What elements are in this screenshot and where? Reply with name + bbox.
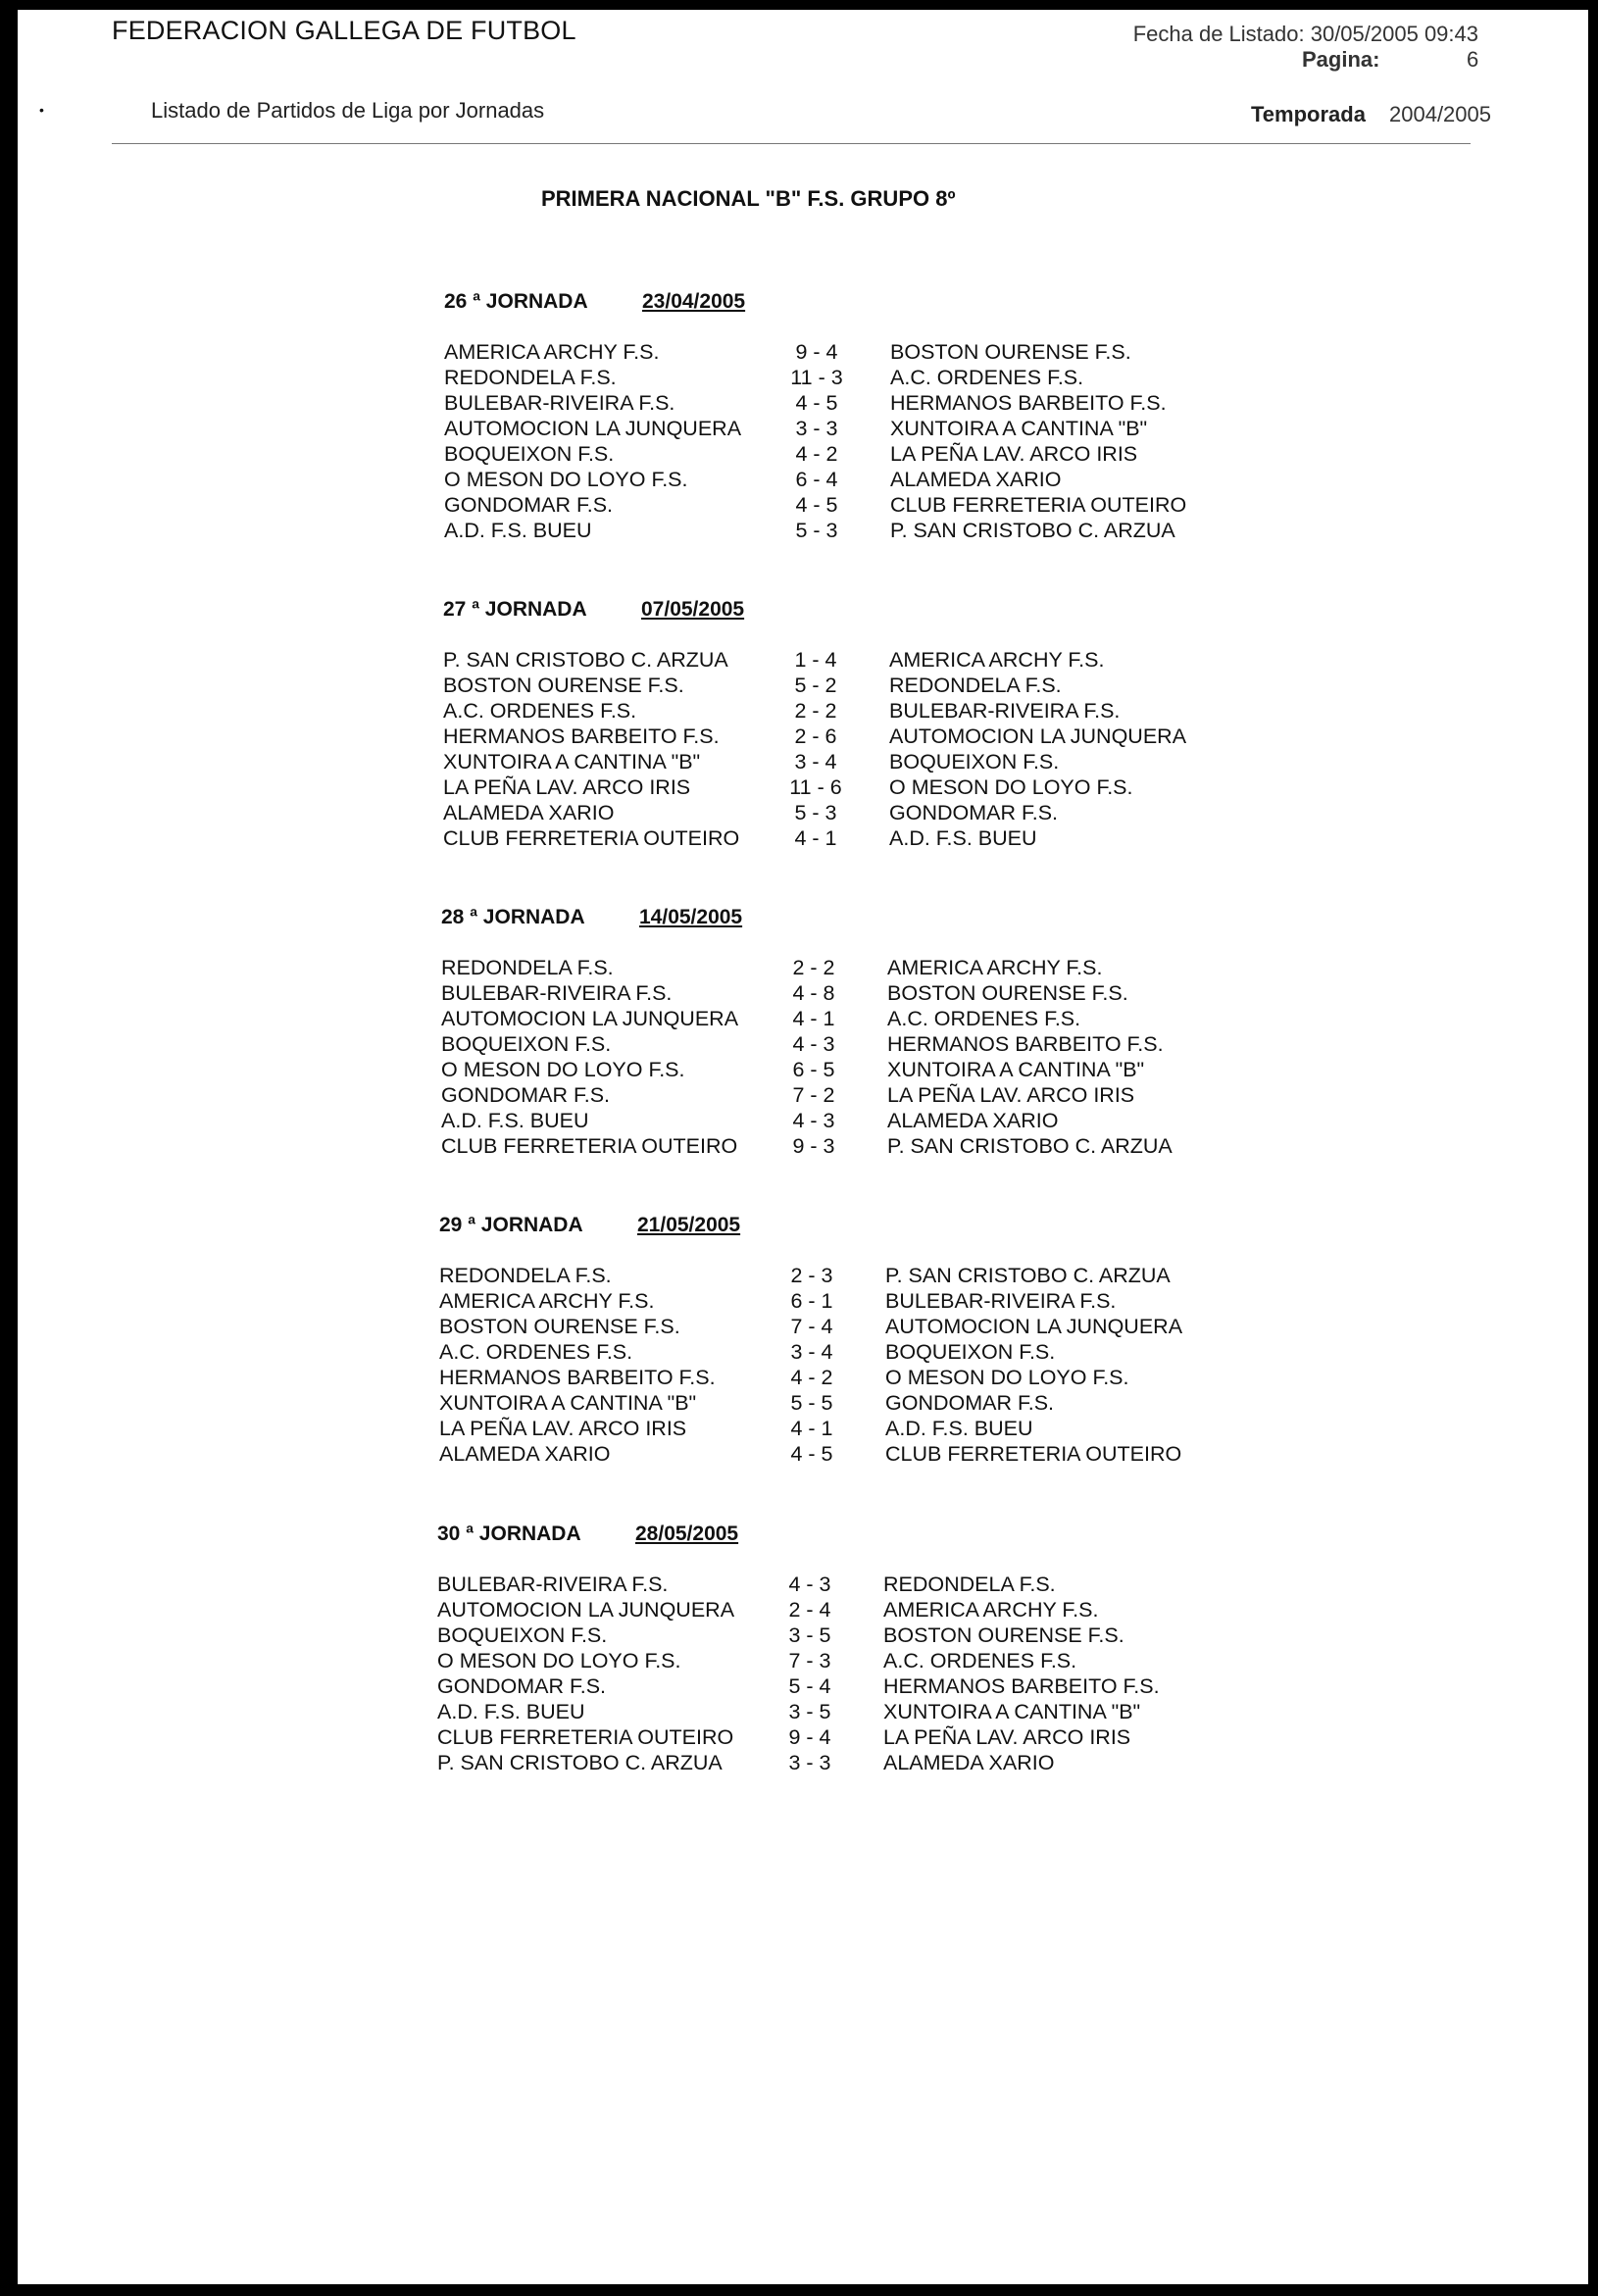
away-team: BOSTON OURENSE F.S. — [890, 340, 1131, 364]
match-score: 4 - 2 — [790, 1366, 833, 1389]
match-row — [443, 775, 1247, 801]
away-team: GONDOMAR F.S. — [885, 1391, 1055, 1415]
match-score: 5 - 5 — [790, 1391, 833, 1415]
match-row — [444, 493, 1248, 519]
match-row — [443, 826, 1247, 852]
list-title: Listado de Partidos de Liga por Jornadas — [151, 98, 545, 123]
match-score: 5 - 4 — [788, 1674, 831, 1698]
home-team: A.D. F.S. BUEU — [444, 519, 592, 542]
match-row — [443, 674, 1247, 699]
temporada-label: Temporada — [1251, 102, 1366, 126]
home-team: CLUB FERRETERIA OUTEIRO — [443, 826, 740, 850]
away-team: ALAMEDA XARIO — [890, 468, 1062, 491]
home-team: ALAMEDA XARIO — [443, 801, 615, 824]
match-score: 11 - 3 — [790, 366, 843, 389]
away-team: HERMANOS BARBEITO F.S. — [890, 391, 1167, 415]
match-score: 4 - 5 — [795, 493, 838, 517]
home-team: AMERICA ARCHY F.S. — [439, 1289, 655, 1313]
away-team: AMERICA ARCHY F.S. — [883, 1598, 1099, 1622]
match-row — [444, 340, 1248, 366]
match-score: 7 - 2 — [792, 1083, 835, 1107]
away-team: BOQUEIXON F.S. — [889, 750, 1060, 774]
away-team: GONDOMAR F.S. — [889, 801, 1059, 824]
match-score: 4 - 3 — [788, 1572, 831, 1596]
home-team: HERMANOS BARBEITO F.S. — [439, 1366, 716, 1389]
away-team: P. SAN CRISTOBO C. ARZUA — [887, 1134, 1173, 1158]
away-team: P. SAN CRISTOBO C. ARZUA — [890, 519, 1175, 542]
away-team: BULEBAR-RIVEIRA F.S. — [889, 699, 1121, 723]
away-team: BOQUEIXON F.S. — [885, 1340, 1056, 1364]
match-row — [439, 1315, 1243, 1340]
jornada-title: 29 ª JORNADA — [439, 1214, 583, 1236]
match-score: 4 - 8 — [792, 981, 835, 1005]
home-team: CLUB FERRETERIA OUTEIRO — [437, 1725, 734, 1749]
away-team: CLUB FERRETERIA OUTEIRO — [885, 1442, 1182, 1466]
jornada-title: 28 ª JORNADA — [441, 906, 585, 928]
home-team: AUTOMOCION LA JUNQUERA — [437, 1598, 735, 1622]
match-row — [437, 1674, 1241, 1700]
match-row — [437, 1598, 1241, 1623]
away-team: A.C. ORDENES F.S. — [890, 366, 1084, 389]
match-score: 9 - 4 — [788, 1725, 831, 1749]
match-score: 4 - 5 — [790, 1442, 833, 1466]
match-row — [439, 1264, 1243, 1289]
match-score: 6 - 5 — [792, 1058, 835, 1081]
away-team: AMERICA ARCHY F.S. — [889, 648, 1105, 672]
fecha-listado: Fecha de Listado: 30/05/2005 09:43 — [1132, 22, 1478, 46]
match-score: 9 - 4 — [795, 340, 838, 364]
away-team: LA PEÑA LAV. ARCO IRIS — [887, 1083, 1135, 1107]
home-team: GONDOMAR F.S. — [441, 1083, 611, 1107]
home-team: P. SAN CRISTOBO C. ARZUA — [443, 648, 728, 672]
home-team: BULEBAR-RIVEIRA F.S. — [444, 391, 675, 415]
match-row — [443, 750, 1247, 775]
match-score: 5 - 3 — [794, 801, 837, 824]
match-score: 6 - 1 — [790, 1289, 833, 1313]
match-score: 3 - 5 — [788, 1623, 831, 1647]
home-team: CLUB FERRETERIA OUTEIRO — [441, 1134, 738, 1158]
home-team: AUTOMOCION LA JUNQUERA — [441, 1007, 739, 1030]
jornada-date: 28/05/2005 — [635, 1522, 739, 1545]
away-team: A.C. ORDENES F.S. — [887, 1007, 1081, 1030]
match-score: 4 - 2 — [795, 442, 838, 466]
home-team: BULEBAR-RIVEIRA F.S. — [437, 1572, 669, 1596]
away-team: AUTOMOCION LA JUNQUERA — [889, 724, 1187, 748]
jornada-heading — [439, 1214, 740, 1237]
away-team: LA PEÑA LAV. ARCO IRIS — [890, 442, 1138, 466]
home-team: A.C. ORDENES F.S. — [443, 699, 637, 723]
match-row — [443, 801, 1247, 826]
match-row — [444, 468, 1248, 493]
match-score: 3 - 3 — [788, 1751, 831, 1774]
home-team: GONDOMAR F.S. — [437, 1674, 607, 1698]
away-team: XUNTOIRA A CANTINA "B" — [887, 1058, 1145, 1081]
match-score: 3 - 5 — [788, 1700, 831, 1723]
away-team: HERMANOS BARBEITO F.S. — [883, 1674, 1160, 1698]
match-score: 2 - 2 — [794, 699, 837, 723]
home-team: LA PEÑA LAV. ARCO IRIS — [443, 775, 691, 799]
away-team: O MESON DO LOYO F.S. — [889, 775, 1133, 799]
away-team: P. SAN CRISTOBO C. ARZUA — [885, 1264, 1171, 1287]
home-team: GONDOMAR F.S. — [444, 493, 614, 517]
home-team: P. SAN CRISTOBO C. ARZUA — [437, 1751, 723, 1774]
jornada-heading — [437, 1522, 738, 1546]
match-score: 5 - 3 — [795, 519, 838, 542]
temporada-value: 2004/2005 — [1389, 102, 1491, 126]
match-score: 1 - 4 — [794, 648, 837, 672]
match-score: 5 - 2 — [794, 674, 837, 697]
home-team: AMERICA ARCHY F.S. — [444, 340, 660, 364]
home-team: BULEBAR-RIVEIRA F.S. — [441, 981, 673, 1005]
match-row — [444, 366, 1248, 391]
scan-mark-icon: • — [39, 102, 44, 118]
home-team: AUTOMOCION LA JUNQUERA — [444, 417, 742, 440]
jornada-heading — [443, 598, 744, 622]
jornada-title: 30 ª JORNADA — [437, 1522, 581, 1545]
jornada-heading — [444, 290, 745, 314]
away-team: BULEBAR-RIVEIRA F.S. — [885, 1289, 1117, 1313]
home-team: O MESON DO LOYO F.S. — [444, 468, 688, 491]
match-score: 7 - 4 — [790, 1315, 833, 1338]
home-team: REDONDELA F.S. — [441, 956, 614, 979]
away-team: ALAMEDA XARIO — [887, 1109, 1059, 1132]
jornada-date: 21/05/2005 — [637, 1214, 741, 1236]
away-team: XUNTOIRA A CANTINA "B" — [890, 417, 1148, 440]
jornada-heading — [441, 906, 742, 929]
match-score: 6 - 4 — [795, 468, 838, 491]
match-score: 4 - 1 — [792, 1007, 835, 1030]
match-row — [439, 1391, 1243, 1417]
match-score: 4 - 1 — [790, 1417, 833, 1440]
match-row — [441, 1007, 1245, 1032]
org-name: FEDERACION GALLEGA DE FUTBOL — [112, 16, 576, 45]
match-row — [439, 1289, 1243, 1315]
home-team: REDONDELA F.S. — [439, 1264, 612, 1287]
match-row — [441, 1109, 1245, 1134]
match-row — [441, 1134, 1245, 1160]
match-score: 3 - 3 — [795, 417, 838, 440]
group-title: PRIMERA NACIONAL "B" F.S. GRUPO 8º — [541, 186, 956, 211]
match-row — [441, 1032, 1245, 1058]
home-team: XUNTOIRA A CANTINA "B" — [443, 750, 701, 774]
match-row — [437, 1649, 1241, 1674]
away-team: O MESON DO LOYO F.S. — [885, 1366, 1129, 1389]
match-row — [441, 981, 1245, 1007]
jornada-title: 26 ª JORNADA — [444, 290, 588, 313]
home-team: BOSTON OURENSE F.S. — [443, 674, 684, 697]
match-score: 2 - 3 — [790, 1264, 833, 1287]
match-score: 4 - 3 — [792, 1032, 835, 1056]
document-page — [18, 10, 1588, 2284]
away-team: A.C. ORDENES F.S. — [883, 1649, 1077, 1672]
away-team: A.D. F.S. BUEU — [885, 1417, 1033, 1440]
match-row — [444, 417, 1248, 442]
match-score: 4 - 1 — [794, 826, 837, 850]
match-row — [443, 699, 1247, 724]
jornada-date: 14/05/2005 — [639, 906, 743, 928]
match-row — [441, 956, 1245, 981]
match-row — [439, 1417, 1243, 1442]
match-row — [439, 1366, 1243, 1391]
away-team: REDONDELA F.S. — [889, 674, 1062, 697]
match-score: 4 - 3 — [792, 1109, 835, 1132]
match-row — [443, 648, 1247, 674]
away-team: XUNTOIRA A CANTINA "B" — [883, 1700, 1141, 1723]
match-row — [444, 519, 1248, 544]
home-team: A.D. F.S. BUEU — [441, 1109, 589, 1132]
pagina-label: Pagina: — [1302, 47, 1380, 72]
match-row — [444, 391, 1248, 417]
away-team: LA PEÑA LAV. ARCO IRIS — [883, 1725, 1131, 1749]
match-score: 2 - 6 — [794, 724, 837, 748]
home-team: O MESON DO LOYO F.S. — [437, 1649, 681, 1672]
home-team: BOQUEIXON F.S. — [441, 1032, 612, 1056]
home-team: HERMANOS BARBEITO F.S. — [443, 724, 720, 748]
match-score: 7 - 3 — [788, 1649, 831, 1672]
away-team: BOSTON OURENSE F.S. — [883, 1623, 1124, 1647]
match-score: 2 - 2 — [792, 956, 835, 979]
match-row — [437, 1700, 1241, 1725]
match-row — [443, 724, 1247, 750]
match-row — [439, 1340, 1243, 1366]
jornada-title: 27 ª JORNADA — [443, 598, 587, 621]
home-team: O MESON DO LOYO F.S. — [441, 1058, 685, 1081]
home-team: BOQUEIXON F.S. — [444, 442, 615, 466]
away-team: HERMANOS BARBEITO F.S. — [887, 1032, 1164, 1056]
match-score: 11 - 6 — [789, 775, 842, 799]
match-row — [437, 1623, 1241, 1649]
home-team: XUNTOIRA A CANTINA "B" — [439, 1391, 697, 1415]
header-divider — [112, 143, 1471, 144]
home-team: LA PEÑA LAV. ARCO IRIS — [439, 1417, 687, 1440]
match-score: 9 - 3 — [792, 1134, 835, 1158]
match-score: 3 - 4 — [790, 1340, 833, 1364]
match-score: 3 - 4 — [794, 750, 837, 774]
match-row — [439, 1442, 1243, 1468]
jornada-date: 07/05/2005 — [641, 598, 745, 621]
match-row — [437, 1725, 1241, 1751]
away-team: AUTOMOCION LA JUNQUERA — [885, 1315, 1183, 1338]
home-team: A.C. ORDENES F.S. — [439, 1340, 633, 1364]
home-team: A.D. F.S. BUEU — [437, 1700, 585, 1723]
away-team: AMERICA ARCHY F.S. — [887, 956, 1103, 979]
home-team: ALAMEDA XARIO — [439, 1442, 611, 1466]
match-row — [437, 1751, 1241, 1776]
match-row — [444, 442, 1248, 468]
jornada-date: 23/04/2005 — [642, 290, 746, 313]
match-row — [441, 1058, 1245, 1083]
away-team: ALAMEDA XARIO — [883, 1751, 1055, 1774]
home-team: BOSTON OURENSE F.S. — [439, 1315, 680, 1338]
pagina-value: 6 — [1467, 47, 1479, 72]
home-team: REDONDELA F.S. — [444, 366, 617, 389]
away-team: CLUB FERRETERIA OUTEIRO — [890, 493, 1187, 517]
match-score: 2 - 4 — [788, 1598, 831, 1622]
match-score: 4 - 5 — [795, 391, 838, 415]
away-team: REDONDELA F.S. — [883, 1572, 1056, 1596]
match-row — [437, 1572, 1241, 1598]
away-team: A.D. F.S. BUEU — [889, 826, 1037, 850]
away-team: BOSTON OURENSE F.S. — [887, 981, 1128, 1005]
home-team: BOQUEIXON F.S. — [437, 1623, 608, 1647]
match-row — [441, 1083, 1245, 1109]
